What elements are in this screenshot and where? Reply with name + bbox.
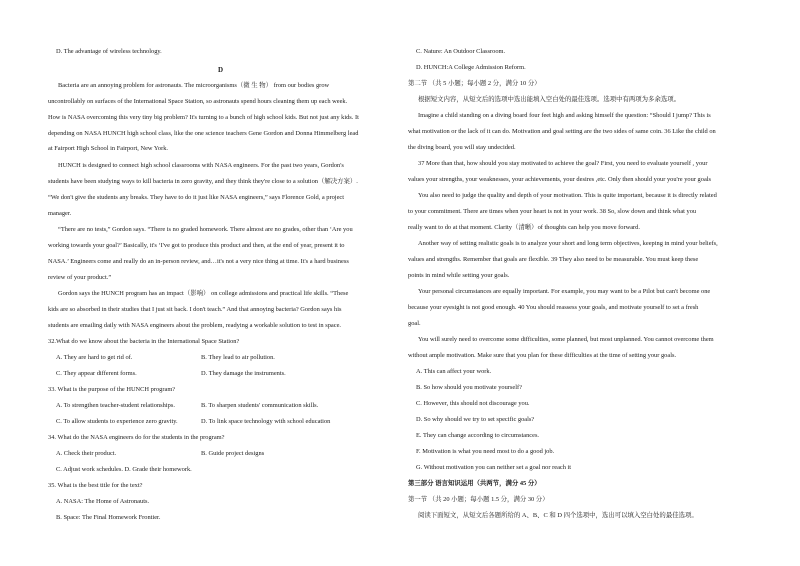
passage-line: the diving board, you will stay undecided.	[408, 144, 516, 151]
q32-option-b: B. They lead to air pollution.	[201, 354, 275, 361]
passage-line: Imagine a child standing on a diving board four feet high and asking himself the question: “Should I jump? This is	[418, 112, 711, 119]
option-e: E. They can change according to circumstances.	[416, 432, 540, 439]
q35-option-a: A. NASA: The Home of Astronauts.	[56, 498, 150, 505]
option-a: A. This can affect your work.	[416, 368, 492, 375]
p4-line: kids are so absorbed in their studies that I just sit back. I don't teach.” And that annoying bacteria? Gordon says his	[48, 306, 342, 313]
p3-line: NASA.’ Engineers come and really do an in-person review, and…it's not a very nice thing at time. It's a hard business	[48, 258, 349, 265]
passage-line: Another way of setting realistic goals is to analyze your short and long term objectives, keeping in mind your beliefs,	[418, 240, 718, 247]
passage-line: points in mind while setting your goals.	[408, 272, 510, 279]
p2-line: manager.	[48, 210, 72, 217]
p1-line: at Fairport High School in Fairport, New York.	[48, 145, 168, 152]
option-b: B. So how should you motivate yourself?	[416, 384, 522, 391]
p2-line: students have been studying ways to kill bacteria in zero gravity, and they think they're close to a solution（解决方案）.	[48, 178, 358, 185]
p1-line: Bacteria are an annoying problem for astronauts. The microorganisms（微 生 物） from our bodies grow	[58, 82, 330, 89]
p4-line: Gordon says the HUNCH program has an impact（影响） on college admissions and practical life skills. “These	[58, 290, 349, 297]
option-c: C. However, this should not discourage you.	[416, 400, 530, 407]
q33-option-d: D. To link space technology with school education	[201, 418, 331, 425]
p4-line: students are emailing daily with NASA engineers about the problem, readying a workable solution to test in space.	[48, 322, 342, 329]
passage-line: to your commitment. There are times when your heart is not in your work. 38 So, slow down and think what you	[408, 208, 697, 215]
q32-option-c: C. They appear different forms.	[56, 370, 137, 377]
question-32-stem: 32.What do we know about the bacteria in the International Space Station?	[48, 338, 240, 345]
q35-option-d: D. HUNCH:A College Admission Reform.	[416, 64, 526, 71]
passage-line: values and strengths. Remember that goals are flexible. 39 They also need to be measurable. You must keep these	[408, 256, 699, 263]
part-3-instructions: 阅读下面短文，从短文后各题所给的 A、B、C 和 D 四个选项中，选出可以填入空白处的最佳选项。	[418, 512, 698, 519]
passage-line: goal.	[408, 320, 421, 327]
option-f: F. Motivation is what you need most to do a good job.	[416, 448, 555, 455]
passage-line: because your eyesight is not good enough. 40 You should reassess your goals, and motivate yourself to set a fresh	[408, 304, 699, 311]
passage-line: what motivation or the lack of it can do. Motivation and goal setting are the two sides of same coin. 36 Like the child on	[408, 128, 716, 135]
part-3-section-1: 第一节 （共 20 小题；每小题 1.5 分，满分 30 分）	[408, 496, 549, 503]
section-2-header: 第二节 （共 5 小题；每小题 2 分，满分 10 分）	[408, 80, 541, 87]
p1-line: depending on NASA HUNCH high school class, like the one science teachers Gene Gordon and Donna Himmelberg lead	[48, 130, 359, 137]
passage-line: Your personal circumstances are equally important. For example, you may want to be a Pilot but can't become one	[418, 288, 711, 295]
q33-option-b: B. To sharpen students' communication skills.	[201, 402, 319, 409]
previous-option-d: D. The advantage of wireless technology.	[56, 48, 162, 55]
passage-line: You also need to judge the quality and depth of your motivation. This is quite important, because it is directly related	[418, 192, 717, 199]
q32-option-a: A. They are hard to get rid of.	[56, 354, 133, 361]
option-g: G. Without motivation you can neither set a goal nor reach it	[416, 464, 572, 471]
p3-line: review of your product.”	[48, 274, 112, 281]
q34-option-b: B. Guide project designs	[201, 450, 265, 457]
q33-option-c: C. To allow students to experience zero gravity.	[56, 418, 178, 425]
passage-line: without ample motivation. Make sure that you plan for these difficulties at the time of setting your goals.	[408, 352, 677, 359]
q33-option-a: A. To strengthen teacher-student relationships.	[56, 402, 175, 409]
q35-option-c: C. Nature: An Outdoor Classroom.	[416, 48, 506, 55]
question-34-stem: 34. What do the NASA engineers do for the students in the program?	[48, 434, 225, 441]
p3-line: “There are no tests,” Gordon says. “There is no graded homework. There almost are no grades, other than ‘Are you	[58, 226, 353, 233]
passage-line: You will surely need to overcome some difficulties, some planned, but most unplanned. You cannot overcome them	[418, 336, 714, 343]
p1-line: How is NASA overcoming this very tiny big problem? It's turning to a bunch of high school kids. But not just any kids. It	[48, 114, 359, 121]
question-33-stem: 33. What is the purpose of the HUNCH program?	[48, 386, 176, 393]
q35-option-b: B. Space: The Final Homework Frontier.	[56, 514, 161, 521]
passage-letter: D	[218, 66, 224, 74]
part-3-header: 第三部分 语言知识运用（共两节，满分 45 分）	[408, 480, 541, 487]
passage-line: 37 More than that, how should you stay motivated to achieve the goal? First, you need to evaluate yourself , your	[418, 160, 708, 167]
option-d: D. So why should we try to set specific goals?	[416, 416, 535, 423]
passage-line: really want to do at that moment. Clarity（清晰）of thoughts can help you move forward.	[408, 224, 640, 231]
q34-option-cd: C. Adjust work schedules. D. Grade their homework.	[56, 466, 192, 473]
q34-option-a: A. Check their product.	[56, 450, 117, 457]
p1-line: uncontrollably on surfaces of the International Space Station, so astronauts spend hours cleaning them up each week.	[48, 98, 348, 105]
passage-line: values your strengths, your weaknesses, your achievements, your desires ,etc. Only then should your you're your goals	[408, 176, 712, 183]
question-35-stem: 35. What is the best title for the text?	[48, 482, 143, 489]
q32-option-d: D. They damage the instruments.	[201, 370, 286, 377]
p3-line: working towards your goal?’ Basically, it's ‘I've got to produce this product and then, at the end of year, present it to	[48, 242, 345, 249]
p2-line: “We don't give the students any breaks. They have to do it just like NASA engineers,” says Florence Gold, a project	[48, 194, 345, 201]
section-2-instructions: 根据短文内容，从短文后的选项中选出能填入空白处的最佳选项。选项中有两项为多余选项。	[418, 96, 681, 103]
p2-line: HUNCH is designed to connect high school classrooms with NASA engineers. For the past two years, Gordon's	[58, 162, 344, 169]
